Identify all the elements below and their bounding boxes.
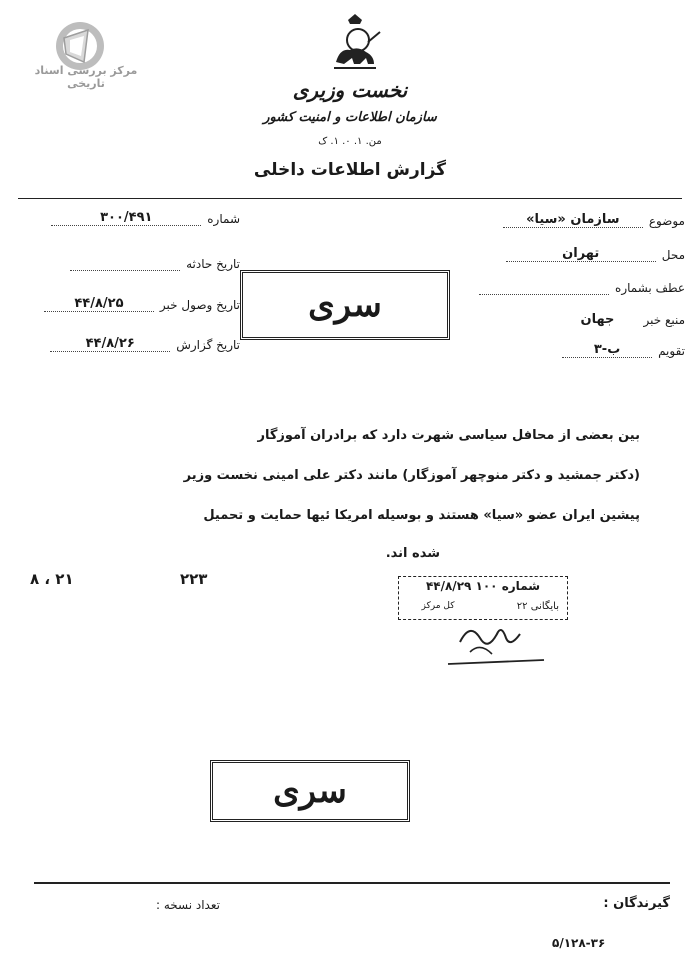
field-number [20,210,240,226]
field-value: ۳۰۰/۴۹۱ [51,210,201,226]
top-divider [18,198,682,199]
ministry-title: نخست وزیری [292,78,408,102]
field-rating [470,342,685,358]
secret-stamp-text: سری [308,285,382,325]
office-code: من. ۱. ۰. ۱. ک [318,136,382,147]
field-label: عطف بشماره [615,281,685,295]
field-label: تاریخ حادثه [186,257,240,271]
recipients-label: گیرندگان : [603,896,670,911]
footer-code: ۵/۱۲۸-۳۶ [552,936,606,950]
registry-stamp-line2: بایگانی ۲۲ [516,601,559,612]
body-line: شده اند. [385,546,440,561]
field-label: شماره [207,212,240,226]
lion-sun-emblem [328,12,382,74]
reference-left: ۸ ، ۲۱ [30,570,74,588]
watermark-text: مرکز بررسی اسناد تاریخی [34,64,138,90]
lion-and-sun-icon [328,12,382,74]
field-label: تاریخ وصول خبر [159,298,240,312]
secret-stamp [240,270,450,340]
field-value: ۴۴/۸/۲۵ [44,296,154,312]
registry-stamp-line3: کل مرکز [421,601,455,611]
signature [440,612,550,672]
report-title: گزارش اطلاعات داخلی [253,160,447,180]
handwritten-signature-icon [440,612,550,672]
copies-label: تعداد نسخه : [155,898,220,912]
field-label: تقویم [658,344,685,358]
body-line: (دکتر جمشید و دکتر منوچهر آموزگار) مانند دکتر علی امینی نخست وزیر [183,468,640,483]
body-line: پیشین ایران عضو «سیا» هستند و بوسیله امریکا ئیها حمایت و تحمیل [203,508,640,523]
field-value [479,280,609,295]
field-value: ۴۴/۸/۲۶ [50,336,170,352]
field-value: سازمان «سیا» [503,212,643,228]
bottom-divider [34,882,670,884]
secret-stamp-bottom [210,760,410,822]
reference-middle: ۲۲۳ [180,570,208,588]
field-incident-date [20,256,240,271]
field-source [470,312,685,327]
registry-stamp-line1: شماره ۱۰۰ ۴۴/۸/۲۹ [425,579,541,593]
field-subject [470,212,685,228]
field-label: موضوع [648,214,685,228]
organization-name: سازمان اطلاعات و امنیت کشور [263,110,437,125]
field-receipt-date [20,296,240,312]
field-label: تاریخ گزارش [176,338,240,352]
field-location [470,246,685,262]
field-value: تهران [506,246,656,262]
field-value: جهان [580,312,615,327]
field-report-date [20,336,240,352]
field-reference [470,280,685,295]
secret-stamp-bottom-text: سری [273,771,347,811]
field-label: محل [661,248,685,262]
field-label: منبع خبر [643,313,685,327]
field-value [70,256,180,271]
body-line: بین بعضی از محافل سیاسی شهرت دارد که برادران آموزگار [257,428,640,443]
field-value: ب-۳ [562,342,652,358]
